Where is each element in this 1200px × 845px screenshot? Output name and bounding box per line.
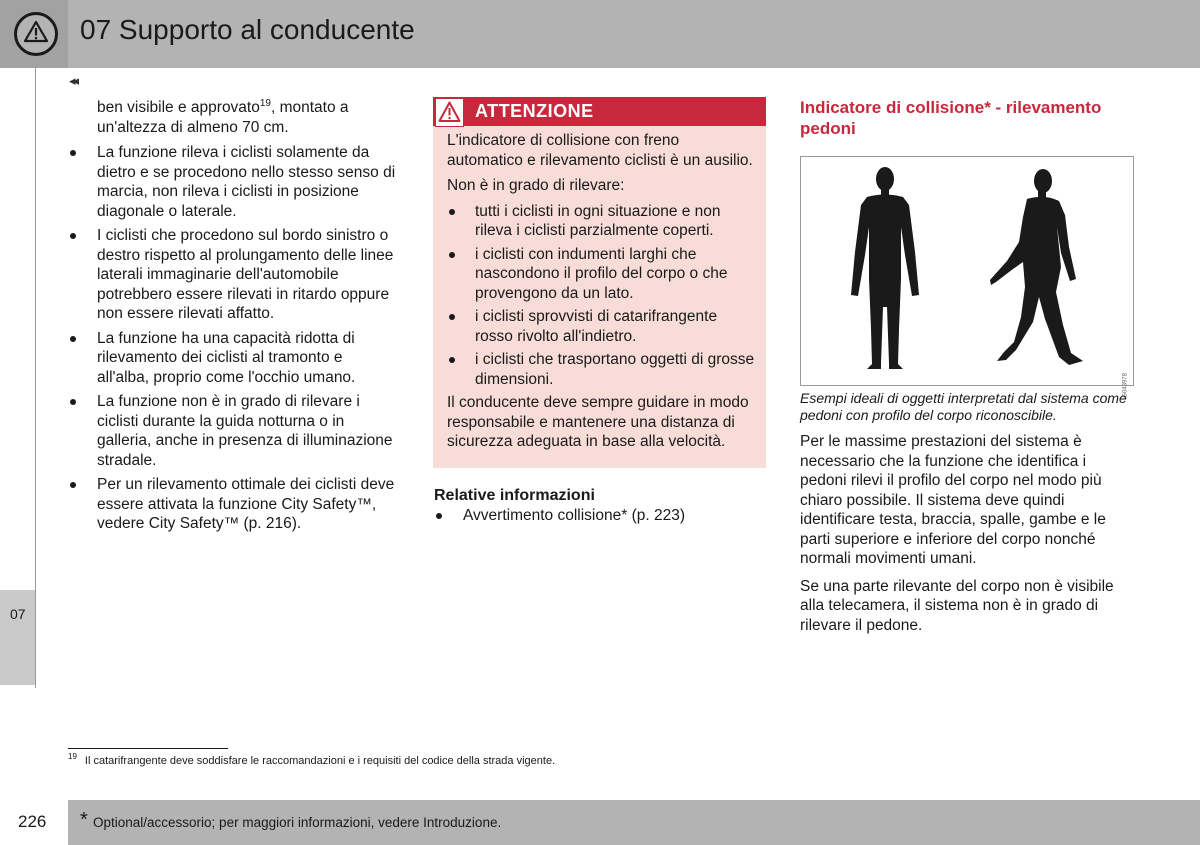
warning-intro: L'indicatore di collisione con freno automatico e rilevamento ciclisti è un ausilio. bbox=[447, 132, 753, 169]
warning-closing: Il conducente deve sempre guidare in modo responsabile e mantenere una distanza di sicurezza adeguata in base alla velocità. bbox=[447, 394, 749, 450]
list-item: i ciclisti che trasportano oggetti di grosse dimensioni. bbox=[447, 350, 759, 389]
footnote bbox=[68, 752, 556, 767]
header-bar bbox=[0, 0, 1200, 68]
footer-bar bbox=[68, 800, 1200, 845]
list-item: i ciclisti sprovvisti di catarifrangente rosso rivolto all'indietro. bbox=[447, 307, 759, 346]
warning-triangle-circle-icon bbox=[14, 12, 58, 56]
column-1 bbox=[68, 98, 398, 539]
related-link[interactable]: Avvertimento collisione* (p. 223) bbox=[434, 506, 764, 526]
chapter-tab-label: 07 bbox=[10, 606, 26, 622]
warning-cannot-detect: Non è in grado di rilevare: bbox=[447, 177, 625, 194]
header-icon-box bbox=[0, 0, 68, 68]
list-item: La funzione non è in grado di rilevare i ciclisti durante la guida notturna o in galleria, anche in presenza di illuminazione stradale. bbox=[68, 392, 398, 470]
list-item: Per un rilevamento ottimale dei ciclisti deve essere attivata la funzione City Safety™, vedere City Safety™ (p. 216). bbox=[68, 475, 398, 534]
warning-box bbox=[433, 97, 766, 468]
column-3 bbox=[800, 432, 1135, 643]
footnote-number: 19 bbox=[68, 752, 77, 762]
pedestrian-silhouettes-illustration bbox=[801, 157, 1133, 385]
standing-person-silhouette bbox=[851, 167, 919, 369]
related-list bbox=[434, 506, 764, 526]
page-number: 226 bbox=[18, 812, 47, 831]
list-item: La funzione rileva i ciclisti solamente da dietro e se procedono nello stesso senso di marcia, non rileva i ciclisti in posizione diagonale o laterale. bbox=[68, 143, 398, 221]
chapter-tab[interactable] bbox=[0, 590, 36, 685]
figure-caption: Esempi ideali di oggetti interpretati dal sistema come pedoni con profilo del corpo riconoscibile. bbox=[800, 390, 1127, 423]
related-title: Relative informazioni bbox=[434, 487, 595, 504]
section-title: Indicatore di collisione* - rilevamento pedoni bbox=[800, 98, 1102, 138]
list-item: La funzione ha una capacità ridotta di rilevamento dei ciclisti al tramonto e all'alba, proprio come l'occhio umano. bbox=[68, 329, 398, 388]
warning-title: ATTENZIONE bbox=[475, 101, 594, 121]
footer-star: * bbox=[80, 809, 88, 831]
figure-code: G043978 bbox=[1123, 373, 1129, 398]
back-arrows-icon[interactable]: ◂◂ bbox=[69, 73, 77, 88]
walking-person-silhouette bbox=[990, 169, 1083, 365]
warning-header bbox=[433, 97, 766, 126]
list-item: tutti i ciclisti in ogni situazione e non rileva i ciclisti parzialmente coperti. bbox=[447, 202, 759, 241]
lead-paragraph: ben visibile e approvato$^{19}$, montato a un'altezza di almeno 70 cm. bbox=[97, 97, 349, 136]
related-info bbox=[434, 486, 764, 530]
bullet-list bbox=[68, 143, 398, 534]
warning-bullet-list bbox=[447, 202, 759, 390]
list-item: i ciclisti con indumenti larghi che nascondono il profilo del corpo o che provengono da un lato. bbox=[447, 245, 759, 304]
warning-body bbox=[447, 131, 759, 458]
footnote-text: Il catarifrangente deve soddisfare le raccomandazioni e i requisiti del codice della strada vigente. bbox=[84, 755, 556, 767]
section-paragraph: Per le massime prestazioni del sistema è necessario che la funzione che identifica i pedoni rilevi il profilo del corpo nel modo più chiaro possibile. Il sistema deve quindi identificare testa, braccia, spalle, gambe e le parti superiore e inferiore del corpo nonché normali movimenti umani. bbox=[800, 433, 1106, 567]
page-title: 07 Supporto al conducente bbox=[80, 14, 415, 45]
footer-text: Optional/accessorio; per maggiori informazioni, vedere Introduzione. bbox=[93, 815, 502, 830]
section-paragraph: Se una parte rilevante del corpo non è visibile alla telecamera, il sistema non è in grado di rilevare il pedone. bbox=[800, 577, 1114, 634]
footnote-divider bbox=[68, 748, 228, 749]
footnote-ref[interactable]: 19 bbox=[259, 97, 271, 109]
pedestrian-figure bbox=[800, 156, 1134, 398]
list-item: I ciclisti che procedono sul bordo sinistro o destro rispetto al prolungamento delle linee laterali immaginarie dell'automobile potrebbero essere rilevati in ritardo oppure non essere rilevati affatto. bbox=[68, 226, 398, 324]
warning-triangle-icon bbox=[435, 98, 464, 127]
